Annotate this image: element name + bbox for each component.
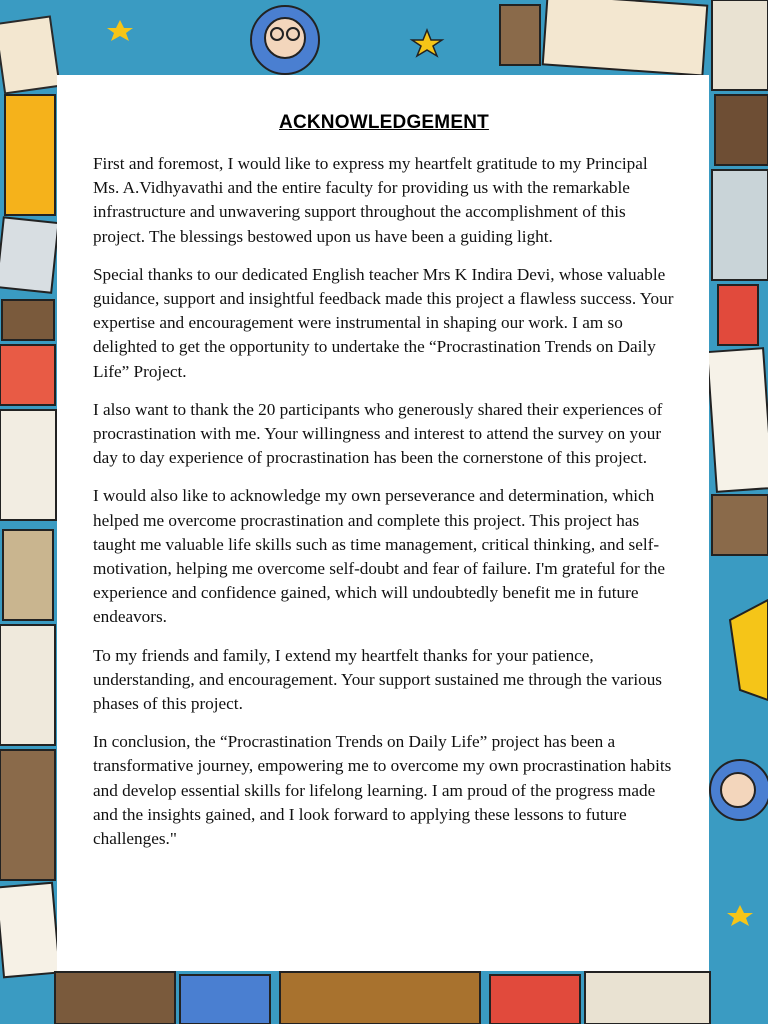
paragraph-thanks-teacher: Special thanks to our dedicated English teacher Mrs K Indira Devi, whose valuable guidance, support and insightful feedback made this project a flawless success. Your expertise and encouragement were instrumental in shaping our work. I am so delighted to get the opportunity to undertake the “Procrastination Trends on Daily Life” Project. xyxy=(93,264,674,381)
paragraph-conclusion: In conclusion, the “Procrastination Trends on Daily Life” project has been a transformative journey, empowering me to overcome my own procrastination habits and develop essential skills for lifelong learning. I am proud of the progress made and the insights gained, and I look forward to applying these lessons to future challenges." xyxy=(93,732,672,849)
paragraph-gratitude-principal: First and foremost, I would like to express my heartfelt gratitude to my Principal Ms. A.Vidhyavathi and the entire faculty for providing us with the remarkable infrastructure and unwavering support throughout the accomplishment of this project. The blessings bestowed upon us have been a guiding light. xyxy=(93,154,648,246)
paragraph-thanks-participants: I also want to thank the 20 participants who generously shared their experiences of procrastination with me. Your willingness and interest to attend the survey on your day to day experience of procrastination has been the cornerstone of this project. xyxy=(93,399,663,468)
paragraph-self-acknowledgement: I would also like to acknowledge my own perseverance and determination, which helped me overcome procrastination and complete this project. This project has taught me valuable life skills such as time management, critical thinking, and self-motivation, helping me overcome self-doubt and fear of failure. I'm grateful for the experience and confidence gained, which will undoubtedly benefit me in future endeavors. xyxy=(93,486,665,627)
page-title: ACKNOWLEDGEMENT xyxy=(279,112,489,133)
paragraph-friends-family: To my friends and family, I extend my heartfelt thanks for your patience, understanding, and encouragement. Your support sustained me through the various phases of this project. xyxy=(93,645,662,714)
document-body xyxy=(93,152,678,865)
